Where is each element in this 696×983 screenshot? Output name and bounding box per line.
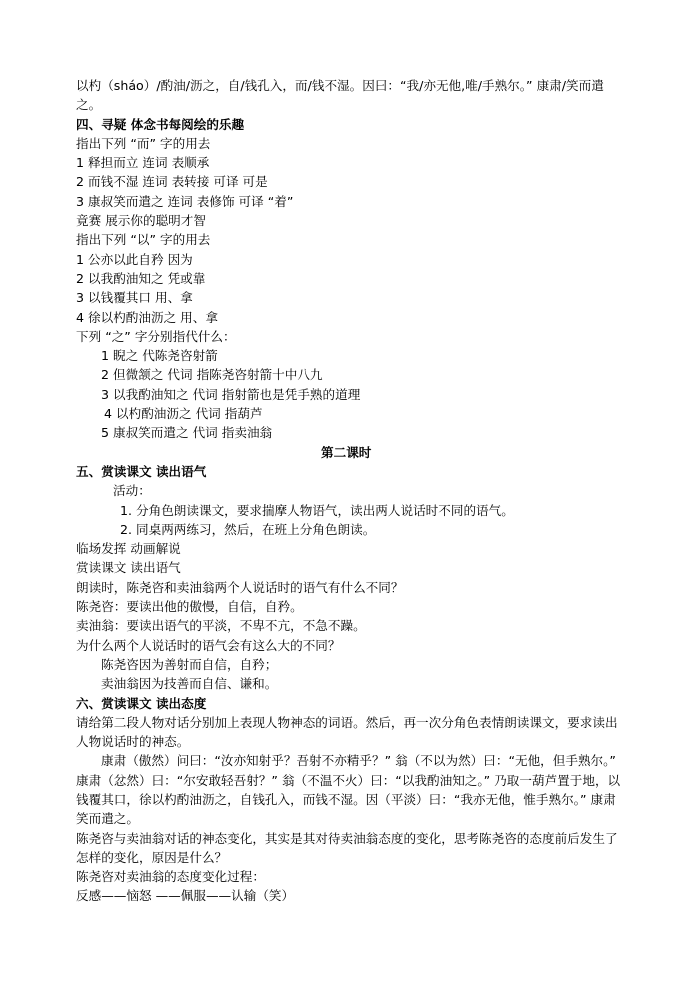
line-4: 1 释担而立 连词 表顺承 [76, 155, 210, 171]
line-34: 康肃（傲然）问曰：“汝亦知射乎？吾射不亦精乎？” 翁（不以为然）曰：“无他，但手熟尔。” 康肃（忿然）曰：“尔安敢轻吾射？” 翁（不温不火）曰：“以我酌油知之。” 乃取一葫芦置于地，以钱覆其口，徐以杓酌油沥之，自钱孔入，而钱不湿。因（平淡）曰：“我亦无他，惟手熟尔。” 康肃笑而遣之。 [76, 753, 621, 827]
line-33: 请给第二段人物对话分别加上表现人物神态的词语。然后，再一次分角色表情朗读课文，要求读出人物说话时的神态。 [76, 714, 618, 750]
line-35: 陈尧咨与卖油翁对话的神态变化，其实是其对待卖油翁态度的变化，思考陈尧咨的态度前后发生了怎样的变化，原因是什么？ [76, 830, 618, 865]
line-36: 陈尧咨对卖油翁的态度变化过程： [76, 869, 265, 885]
line-27: 陈尧咨：要读出他的傲慢，自信，自矜。 [76, 599, 303, 615]
heading-section-4: 四、寻疑 体念书每阅绘的乐趣 [76, 116, 245, 132]
line-7: 竟赛 展示你的聪明才智 [76, 213, 206, 229]
line-17: 4 以杓酌油沥之 代词 指葫芦 [104, 406, 263, 422]
line-15: 2 但微颔之 代词 指陈尧咨射箭十中八九 [101, 367, 323, 383]
heading-section-6: 六、赏读课文 读出态度 [76, 695, 207, 711]
heading-lesson-2: 第二课时 [321, 444, 372, 460]
line-16: 3 以我酌油知之 代词 指射箭也是凭手熟的道理 [101, 386, 361, 402]
line-30: 陈尧咨因为善射而自信，自矜； [101, 656, 278, 672]
document-page [76, 76, 624, 906]
line-14: 1 睨之 代陈尧咨射箭 [101, 348, 218, 364]
line-25: 赏读课文 读出语气 [76, 560, 181, 576]
line-21: 活动： [113, 483, 151, 499]
line-29: 为什么两个人说话时的语气会有这么大的不同？ [76, 637, 341, 653]
line-3: 指出下列 “而” 字的用去 [76, 135, 211, 151]
line-1: 以杓（sháo）/酌油/沥之，自/钱孔入，而/钱不湿。因曰：“我/亦无他,唯/手熟尔。” 康肃/笑而遣之。 [76, 78, 604, 113]
line-24: 临场发挥 动画解说 [76, 541, 181, 557]
line-23: 2. 同桌两两练习，然后，在班上分角色朗读。 [120, 521, 376, 537]
line-13: 下列 “之” 字分别指代什么： [76, 328, 236, 344]
line-18: 5 康叔笑而遣之 代词 指卖油翁 [101, 425, 273, 441]
line-9: 1 公亦以此自矜 因为 [76, 251, 193, 267]
line-11: 3 以钱覆其口 用、拿 [76, 290, 193, 306]
heading-section-5: 五、赏读课文 读出语气 [76, 463, 207, 479]
line-22: 1. 分角色朗读课文，要求揣摩人物语气，读出两人说话时不同的语气。 [120, 502, 514, 518]
line-5: 2 而钱不湿 连词 表转接 可译 可是 [76, 174, 268, 190]
line-6: 3 康叔笑而遣之 连词 表修饰 可译 “着” [76, 193, 294, 209]
line-10: 2 以我酌油知之 凭或靠 [76, 270, 206, 286]
line-26: 朗读时，陈尧咨和卖油翁两个人说话时的语气有什么不同？ [76, 579, 404, 595]
line-31: 卖油翁因为技善而自信、谦和。 [101, 676, 278, 692]
line-28: 卖油翁：要读出语气的平淡，不卑不亢，不急不躁。 [76, 618, 366, 634]
line-37: 反感——恼怒 ——佩服——认输（笑） [76, 888, 295, 904]
line-12: 4 徐以杓酌油沥之 用、拿 [76, 309, 218, 325]
line-8: 指出下列 “以” 字的用去 [76, 232, 211, 248]
